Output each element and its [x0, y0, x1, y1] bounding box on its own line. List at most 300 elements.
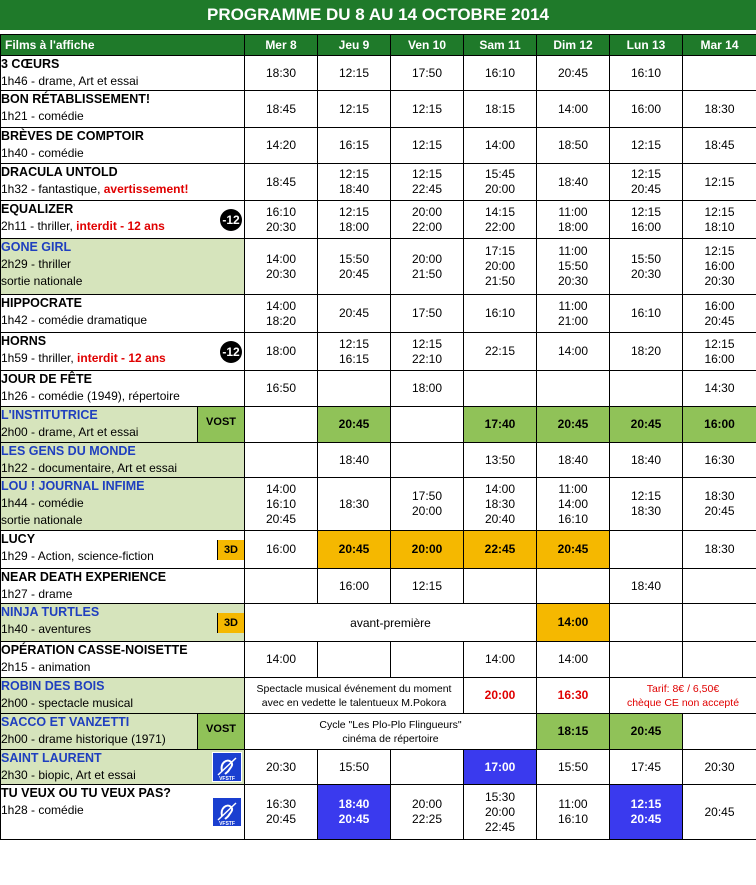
- film-description-text: 1h59 - thriller,: [1, 351, 78, 365]
- showtime-cell: [391, 201, 464, 239]
- showtime-line: 16:00: [630, 219, 662, 234]
- showtime-cell: 16:15: [318, 128, 391, 164]
- showtime-cell: 16:00: [245, 531, 318, 569]
- showtime-cell: 18:30: [245, 56, 318, 91]
- film-description: [1, 181, 244, 198]
- showtime-cell: [391, 443, 464, 478]
- film-description-text: 1h28 - comédie: [1, 803, 84, 817]
- film-release-note: sortie nationale: [1, 513, 83, 527]
- showtime-cell: 18:45: [245, 91, 318, 128]
- showtime-line: 18:30: [484, 496, 516, 511]
- showtime-line: 16:10: [265, 204, 297, 219]
- film-description-text: 1h29 - Action, science-fiction: [1, 549, 154, 563]
- showtime-line: 21:50: [411, 266, 443, 281]
- film-title[interactable]: JOUR DE FÊTE: [1, 372, 92, 386]
- film-row: [1, 91, 756, 128]
- film-description: [1, 495, 244, 512]
- film-cell: [1, 443, 245, 478]
- showtime-line: 14:00: [265, 251, 297, 266]
- showtime-line: 12:15: [704, 204, 735, 219]
- showtime-cell: 20:45: [610, 407, 683, 443]
- film-description-text: 2h15 - animation: [1, 660, 91, 674]
- film-description: [1, 548, 244, 565]
- film-description: [1, 218, 244, 235]
- showtime-line: 11:00: [558, 298, 588, 313]
- showtime-cell: [245, 239, 318, 295]
- film-cell: [1, 201, 245, 239]
- showtime-cell: [537, 371, 610, 407]
- showtime-cell: 20:45: [610, 714, 683, 750]
- showtime-cell: [245, 443, 318, 478]
- film-cell: [1, 785, 245, 840]
- film-row: [1, 750, 756, 785]
- showtime-line: 16:10: [265, 496, 297, 511]
- showtime-cell: 18:50: [537, 128, 610, 164]
- showtime-line: 12:15: [630, 204, 662, 219]
- showtime-line: 18:40: [338, 182, 370, 196]
- showtime-cell: 20:45: [318, 531, 391, 569]
- film-description: [1, 73, 244, 90]
- showtime-cell: [464, 785, 537, 840]
- showtime-cell: [683, 333, 756, 371]
- showtime-cell: 20:00: [391, 531, 464, 569]
- film-description: [1, 621, 244, 638]
- film-row: [1, 333, 756, 371]
- showtime-cell: 12:15: [610, 128, 683, 164]
- showtime-line: 14:00: [484, 481, 516, 496]
- showtime-cell: [245, 785, 318, 840]
- showtime-line: 18:10: [704, 219, 735, 234]
- showtime-cell: [391, 478, 464, 531]
- showtime-cell: [318, 201, 391, 239]
- film-description-text: 2h30 - biopic, Art et essai: [1, 768, 136, 782]
- showtime-cell: 22:45: [464, 531, 537, 569]
- showtime-line: 20:45: [265, 511, 297, 526]
- showtime-cell: [610, 478, 683, 531]
- showtime-line: cinéma de répertoire: [342, 732, 439, 745]
- film-cell: [1, 371, 245, 407]
- film-title[interactable]: L'INSTITUTRICE: [1, 408, 98, 422]
- showtime-cell: [318, 785, 391, 840]
- film-title[interactable]: HORNS: [1, 334, 47, 348]
- showtime-cell: 20:45: [683, 785, 756, 840]
- film-cell: [1, 333, 245, 371]
- showtime-cell: 18:30: [683, 531, 756, 569]
- showtime-line: 18:00: [557, 219, 589, 234]
- showtime-line: 16:00: [704, 351, 735, 366]
- showtime-line: 22:25: [411, 812, 443, 826]
- showtime-line: 20:00: [484, 182, 516, 196]
- header-row: [1, 35, 756, 56]
- film-title[interactable]: ROBIN DES BOIS: [1, 679, 105, 693]
- showtime-line: 12:15: [411, 167, 443, 181]
- showtime-line: 14:00: [265, 481, 297, 496]
- film-title[interactable]: OPÉRATION CASSE-NOISETTE: [1, 643, 188, 657]
- film-description: [1, 659, 244, 676]
- showtime-cell: [245, 478, 318, 531]
- showtime-line: 14:00: [557, 496, 589, 511]
- showtime-cell: 20:45: [537, 407, 610, 443]
- showtime-cell: 16:10: [610, 295, 683, 333]
- showtime-cell: [610, 604, 683, 642]
- pricing-note: [610, 678, 756, 714]
- showtime-line: 20:45: [338, 812, 370, 826]
- film-title[interactable]: LUCY: [1, 532, 36, 546]
- showtime-cell: 14:00: [537, 642, 610, 678]
- film-row: [1, 371, 756, 407]
- header-day: Lun 13: [610, 35, 683, 56]
- vfstf-ear-icon: [212, 752, 242, 782]
- showtime-line: 15:50: [338, 251, 370, 266]
- showtime-cell: [391, 333, 464, 371]
- showtime-cell: [318, 164, 391, 201]
- showtime-line: 20:30: [557, 274, 589, 288]
- showtime-cell: 14:00: [537, 91, 610, 128]
- film-cell: [1, 750, 245, 785]
- showtime-line: 12:15: [338, 336, 370, 351]
- showtime-cell: 17:50: [391, 295, 464, 333]
- showtime-cell: 14:00: [537, 333, 610, 371]
- showtime-line: 11:00: [558, 797, 588, 811]
- showtime-line: 22:10: [411, 351, 443, 366]
- showtime-line: 20:40: [484, 511, 516, 526]
- film-cell: [1, 407, 245, 443]
- film-title[interactable]: EQUALIZER: [1, 202, 74, 216]
- showtime-cell: [683, 642, 756, 678]
- showtime-line: 20:30: [265, 266, 297, 281]
- avant-premiere-note: avant-première: [245, 604, 537, 642]
- film-title[interactable]: BON RÉTABLISSEMENT!: [1, 92, 151, 106]
- film-title[interactable]: GONE GIRL: [1, 240, 72, 254]
- schedule-table: [0, 34, 756, 840]
- film-title[interactable]: NINJA TURTLES: [1, 605, 100, 619]
- vost-badge: VOST: [197, 714, 244, 749]
- film-description: [1, 424, 200, 441]
- showtime-line: 20:45: [630, 812, 662, 826]
- film-row: [1, 604, 756, 642]
- showtime-line: 20:30: [265, 219, 297, 234]
- showtime-line: Cycle "Les Plo-Plo Flingueurs": [319, 718, 462, 731]
- showtime-cell: 14:00: [464, 642, 537, 678]
- showtime-cell: 18:00: [245, 333, 318, 371]
- showtime-line: Spectacle musical événement du moment: [256, 682, 452, 695]
- showtime-cell: 20:00: [464, 678, 537, 714]
- showtime-cell: 15:50: [537, 750, 610, 785]
- showtime-cell: 18:40: [610, 569, 683, 604]
- film-description: [1, 350, 244, 367]
- film-release-note: sortie nationale: [1, 274, 83, 288]
- showtime-cell: [464, 239, 537, 295]
- film-description-text: 1h46 - drame, Art et essai: [1, 74, 139, 88]
- showtime-cell: [610, 201, 683, 239]
- showtime-line: 20:00: [411, 204, 443, 219]
- showtime-cell: [464, 371, 537, 407]
- showtime-cell: 14:00: [245, 642, 318, 678]
- showtime-cell: 18:40: [610, 443, 683, 478]
- showtime-cell: 20:45: [318, 295, 391, 333]
- showtime-cell: 16:10: [610, 56, 683, 91]
- film-description-text: 2h11 - thriller,: [1, 219, 77, 233]
- showtime-cell: [683, 201, 756, 239]
- film-row: [1, 295, 756, 333]
- showtime-line: 12:15: [630, 489, 662, 503]
- film-title[interactable]: TU VEUX OU TU VEUX PAS?: [1, 786, 171, 800]
- showtime-cell: [464, 569, 537, 604]
- film-row: [1, 569, 756, 604]
- vost-badge: VOST: [197, 407, 244, 442]
- film-description-text: 1h21 - comédie: [1, 109, 84, 123]
- showtime-cell: 14:30: [683, 371, 756, 407]
- film-warning: avertissement!: [103, 182, 189, 196]
- showtime-cell: 12:15: [391, 128, 464, 164]
- film-description: [1, 695, 244, 712]
- film-description: [1, 767, 244, 784]
- film-cell: [1, 128, 245, 164]
- showtime-line: 20:30: [704, 274, 735, 288]
- showtime-cell: [318, 642, 391, 678]
- film-title[interactable]: BRÈVES DE COMPTOIR: [1, 129, 144, 143]
- film-description-text: 1h42 - comédie dramatique: [1, 313, 148, 327]
- header-day: Dim 12: [537, 35, 610, 56]
- film-description-text: 1h40 - comédie: [1, 146, 84, 160]
- showtime-line: 15:50: [630, 251, 662, 266]
- showtime-cell: [318, 333, 391, 371]
- svg-text:VFSTF: VFSTF: [219, 776, 235, 781]
- showtime-line: 20:45: [338, 266, 370, 281]
- film-title[interactable]: LES GENS DU MONDE: [1, 444, 136, 458]
- film-row: [1, 642, 756, 678]
- showtime-cell: [464, 478, 537, 531]
- film-warning: interdit - 12 ans: [77, 351, 166, 365]
- film-row: [1, 443, 756, 478]
- showtime-line: 17:15: [484, 244, 516, 258]
- showtime-cell: [537, 478, 610, 531]
- showtime-cell: [245, 295, 318, 333]
- age-rating-12-icon: -12: [220, 209, 242, 231]
- showtime-line: 12:15: [338, 167, 370, 181]
- film-cell: [1, 295, 245, 333]
- showtime-cell: 20:45: [537, 531, 610, 569]
- film-cell: [1, 531, 245, 569]
- showtime-line: 20:00: [411, 251, 443, 266]
- film-cell: [1, 91, 245, 128]
- film-row: [1, 201, 756, 239]
- showtime-line: 20:00: [411, 797, 443, 811]
- header-day: Ven 10: [391, 35, 464, 56]
- showtime-cell: 14:00: [537, 604, 610, 642]
- showtime-line: 18:30: [704, 489, 735, 503]
- 3d-badge: 3D: [217, 540, 244, 560]
- showtime-line: 15:30: [484, 789, 516, 804]
- showtime-cell: [391, 642, 464, 678]
- svg-text:VFSTF: VFSTF: [219, 821, 235, 826]
- showtime-cell: [537, 785, 610, 840]
- showtime-line: Tarif: 8€ / 6,50€: [646, 682, 720, 695]
- showtime-cell: [683, 239, 756, 295]
- film-title[interactable]: LOU ! JOURNAL INFIME: [1, 479, 145, 493]
- showtime-line: 12:15: [338, 204, 370, 219]
- showtime-line: 16:10: [557, 511, 589, 526]
- showtime-line: 14:00: [265, 298, 297, 313]
- showtime-cell: 18:40: [537, 443, 610, 478]
- showtime-line: 16:30: [265, 797, 297, 811]
- film-description-text: 1h32 - fantastique,: [1, 182, 104, 196]
- showtime-cell: 12:15: [318, 56, 391, 91]
- showtime-cell: [683, 295, 756, 333]
- header-day: Mar 14: [683, 35, 756, 56]
- showtime-cell: [318, 371, 391, 407]
- header-day: Jeu 9: [318, 35, 391, 56]
- showtime-cell: 18:40: [537, 164, 610, 201]
- showtime-cell: [245, 407, 318, 443]
- film-row: [1, 678, 756, 714]
- showtime-cell: [683, 714, 756, 750]
- showtime-cell: [245, 201, 318, 239]
- showtime-cell: [610, 164, 683, 201]
- page-title: PROGRAMME DU 8 AU 14 OCTOBRE 2014: [0, 0, 756, 30]
- film-title[interactable]: SAINT LAURENT: [1, 751, 102, 765]
- showtime-cell: [391, 239, 464, 295]
- showtime-cell: 20:45: [537, 56, 610, 91]
- showtime-line: 11:00: [558, 244, 588, 258]
- showtime-line: 20:45: [704, 313, 735, 328]
- showtime-line: 21:50: [484, 274, 516, 288]
- showtime-cell: [610, 785, 683, 840]
- film-description: [1, 460, 244, 477]
- film-row: [1, 164, 756, 201]
- showtime-cell: 17:40: [464, 407, 537, 443]
- film-description-text: 1h26 - comédie (1949), répertoire: [1, 389, 180, 403]
- showtime-line: 12:15: [411, 336, 443, 351]
- film-description: [1, 731, 200, 748]
- film-cell: [1, 239, 245, 295]
- film-title[interactable]: HIPPOCRATE: [1, 296, 83, 310]
- showtime-cell: 16:10: [464, 295, 537, 333]
- showtime-cell: [683, 604, 756, 642]
- showtime-line: 11:00: [558, 204, 588, 219]
- showtime-line: 11:00: [558, 481, 588, 496]
- film-row: [1, 128, 756, 164]
- showtime-cell: [683, 569, 756, 604]
- showtime-cell: [391, 785, 464, 840]
- film-description-text: 2h29 - thriller: [1, 257, 72, 271]
- film-title[interactable]: SACCO ET VANZETTI: [1, 715, 130, 729]
- film-cell: [1, 678, 245, 714]
- showtime-cell: 18:45: [683, 128, 756, 164]
- showtime-cell: [318, 239, 391, 295]
- showtime-cell: [464, 201, 537, 239]
- showtime-line: 22:00: [411, 219, 443, 234]
- film-row: [1, 239, 756, 295]
- age-rating-12-icon: -12: [220, 341, 242, 363]
- 3d-badge: 3D: [217, 613, 244, 633]
- showtime-line: 18:30: [630, 504, 662, 518]
- showtime-line: 16:15: [338, 351, 370, 366]
- showtime-cell: 16:30: [537, 678, 610, 714]
- showtime-line: 12:15: [630, 797, 662, 811]
- film-description-text: 1h22 - documentaire, Art et essai: [1, 461, 178, 475]
- film-description: [1, 108, 244, 125]
- showtime-line: avec en vedette le talentueux M.Pokora: [261, 696, 447, 709]
- showtime-line: 16:10: [557, 812, 589, 826]
- showtime-line: 20:30: [630, 266, 662, 281]
- showtime-line: 16:00: [704, 298, 735, 313]
- showtime-cell: [610, 531, 683, 569]
- film-row: [1, 531, 756, 569]
- showtime-cell: 12:15: [683, 164, 756, 201]
- showtime-line: chèque CE non accepté: [626, 696, 740, 709]
- event-note: [245, 678, 464, 714]
- film-description: [1, 388, 244, 405]
- film-cell: [1, 478, 245, 531]
- film-description-text: 1h27 - drame: [1, 587, 73, 601]
- showtime-cell: 13:50: [464, 443, 537, 478]
- showtime-cell: 14:20: [245, 128, 318, 164]
- film-cell: [1, 56, 245, 91]
- showtime-cell: 14:00: [464, 128, 537, 164]
- film-description: [1, 802, 244, 819]
- showtime-cell: [391, 164, 464, 201]
- film-description-text: 2h00 - drame historique (1971): [1, 732, 166, 746]
- film-description: [1, 145, 244, 162]
- showtime-line: 22:45: [484, 819, 516, 834]
- showtime-line: 18:20: [265, 313, 297, 328]
- showtime-cell: 20:30: [245, 750, 318, 785]
- showtime-cell: 18:00: [391, 371, 464, 407]
- showtime-cell: 18:15: [537, 714, 610, 750]
- showtime-cell: [537, 201, 610, 239]
- film-description-text: 2h00 - drame, Art et essai: [1, 425, 139, 439]
- showtime-cell: [537, 295, 610, 333]
- showtime-line: 20:45: [265, 812, 297, 826]
- showtime-cell: [683, 56, 756, 91]
- film-row: [1, 478, 756, 531]
- showtime-line: 20:45: [704, 504, 735, 518]
- showtime-line: 16:00: [704, 259, 735, 273]
- film-warning: interdit - 12 ans: [76, 219, 165, 233]
- cycle-note: [245, 714, 537, 750]
- showtime-cell: 17:00: [464, 750, 537, 785]
- showtime-cell: 16:00: [683, 407, 756, 443]
- showtime-cell: 20:30: [683, 750, 756, 785]
- film-cell: [1, 569, 245, 604]
- showtime-line: 18:40: [338, 797, 370, 811]
- film-description-text: 1h44 - comédie: [1, 496, 84, 510]
- showtime-line: 20:00: [411, 504, 443, 518]
- header-day: Sam 11: [464, 35, 537, 56]
- showtime-cell: 16:50: [245, 371, 318, 407]
- film-row: [1, 714, 756, 750]
- film-cell: [1, 642, 245, 678]
- showtime-cell: [537, 239, 610, 295]
- showtime-line: 21:00: [557, 313, 589, 328]
- film-row: [1, 785, 756, 840]
- showtime-cell: 18:45: [245, 164, 318, 201]
- showtime-cell: 16:00: [610, 91, 683, 128]
- showtime-line: 22:00: [484, 219, 516, 234]
- showtime-cell: 18:30: [683, 91, 756, 128]
- showtime-cell: 18:30: [318, 478, 391, 531]
- film-title[interactable]: 3 CŒURS: [1, 57, 60, 71]
- film-description-text: 1h40 - aventures: [1, 622, 92, 636]
- film-title[interactable]: NEAR DEATH EXPERIENCE: [1, 570, 167, 584]
- header-films: Films à l'affiche: [1, 35, 245, 56]
- showtime-line: 14:15: [484, 204, 516, 219]
- showtime-cell: 16:30: [683, 443, 756, 478]
- film-row: [1, 407, 756, 443]
- film-title[interactable]: DRACULA UNTOLD: [1, 165, 118, 179]
- showtime-cell: 17:50: [391, 56, 464, 91]
